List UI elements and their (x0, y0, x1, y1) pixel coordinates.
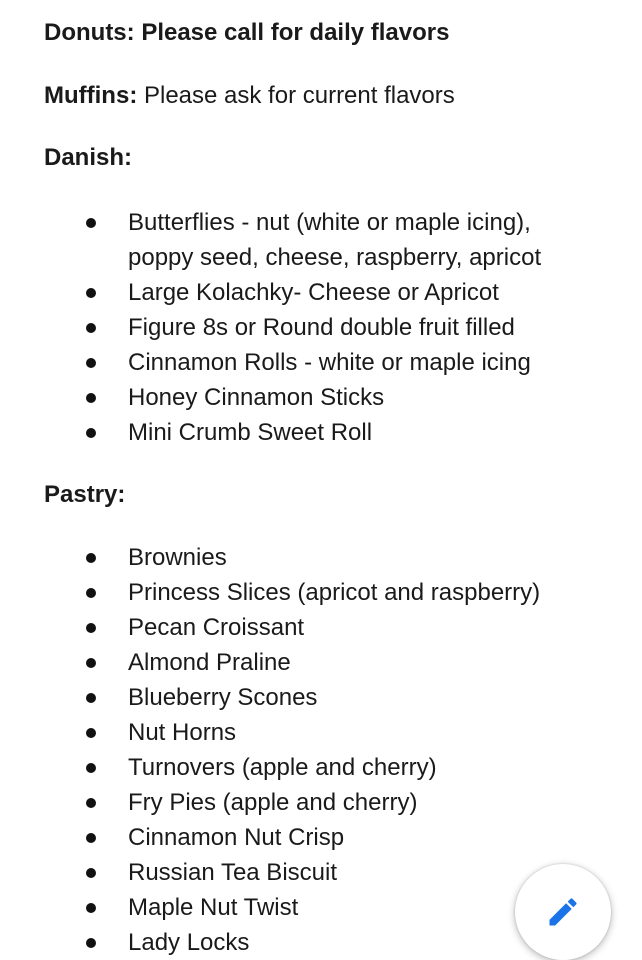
list-item (0, 750, 600, 785)
danish-heading-text: Danish: (44, 144, 133, 171)
bullet-icon (86, 553, 96, 563)
bullet-icon (86, 938, 96, 948)
list-item (0, 310, 600, 345)
list-item-text: Blueberry Scones (128, 684, 318, 711)
muffins-label: Muffins: (44, 82, 138, 109)
list-item-text: Fry Pies (apple and cherry) (128, 789, 418, 816)
bullet-icon (86, 903, 96, 913)
muffins-line (44, 81, 455, 111)
list-item (0, 820, 600, 855)
list-item-text: Russian Tea Biscuit (128, 859, 337, 886)
list-item-text: Almond Praline (128, 649, 291, 676)
pastry-heading (44, 480, 125, 510)
danish-list (0, 205, 600, 450)
list-item (0, 275, 600, 310)
bullet-icon (86, 868, 96, 878)
list-item-text: Brownies (128, 544, 227, 571)
bullet-icon (86, 728, 96, 738)
pencil-icon (545, 894, 581, 930)
list-item-text: Nut Horns (128, 719, 237, 746)
donuts-label: Donuts: Please call for daily flavors (44, 19, 450, 46)
bullet-icon (86, 658, 96, 668)
bullet-icon (86, 393, 96, 403)
list-item (0, 890, 600, 925)
danish-heading (44, 143, 132, 173)
list-item (0, 610, 600, 645)
list-item (0, 855, 600, 890)
donuts-line (44, 18, 449, 48)
list-item-text: Turnovers (apple and cherry) (128, 754, 437, 781)
list-item (0, 345, 600, 380)
list-item-text: Large Kolachky- Cheese or Apricot (128, 279, 499, 306)
list-item-text: Mini Crumb Sweet Roll (128, 419, 373, 446)
list-item-text: Butterflies - nut (white or maple icing), poppy seed, cheese, raspberry, apricot (128, 209, 542, 271)
list-item (0, 925, 600, 960)
list-item (0, 205, 600, 275)
edit-button[interactable] (515, 864, 611, 960)
bullet-icon (86, 288, 96, 298)
list-item-text: Princess Slices (apricot and raspberry) (128, 579, 541, 606)
bullet-icon (86, 763, 96, 773)
list-item-text: Pecan Croissant (128, 614, 305, 641)
list-item-text: Cinnamon Rolls - white or maple icing (128, 349, 531, 376)
list-item (0, 680, 600, 715)
bullet-icon (86, 323, 96, 333)
pastry-list (0, 540, 600, 960)
list-item-text: Lady Locks (128, 929, 250, 956)
pastry-heading-text: Pastry: (44, 481, 126, 508)
bullet-icon (86, 798, 96, 808)
list-item (0, 415, 600, 450)
bullet-icon (86, 428, 96, 438)
list-item (0, 645, 600, 680)
list-item (0, 785, 600, 820)
list-item (0, 540, 600, 575)
list-item-text: Figure 8s or Round double fruit filled (128, 314, 515, 341)
list-item-text: Honey Cinnamon Sticks (128, 384, 385, 411)
list-item (0, 575, 600, 610)
bullet-icon (86, 588, 96, 598)
bullet-icon (86, 358, 96, 368)
bullet-icon (86, 693, 96, 703)
bullet-icon (86, 623, 96, 633)
bullet-icon (86, 218, 96, 228)
list-item (0, 380, 600, 415)
list-item-text: Cinnamon Nut Crisp (128, 824, 345, 851)
muffins-text: Please ask for current flavors (137, 82, 455, 109)
bullet-icon (86, 833, 96, 843)
list-item (0, 715, 600, 750)
list-item-text: Maple Nut Twist (128, 894, 299, 921)
